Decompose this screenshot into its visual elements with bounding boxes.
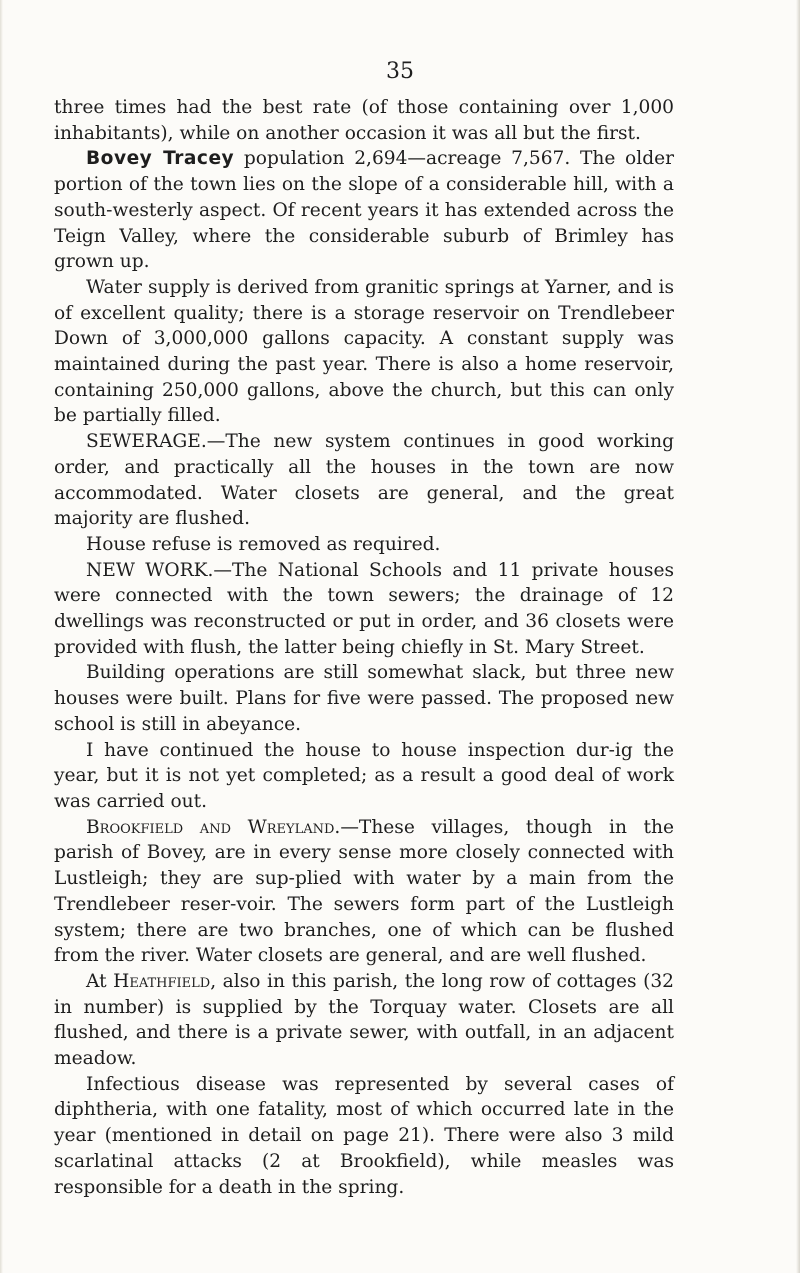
paragraph-inspection: I have continued the house to house inspection dur-ig the year, but it is not yet completed; as a result a good deal of work was carried out.: [54, 739, 674, 812]
page-left-edge: [0, 0, 3, 1273]
paragraph-brookfield-body: —These villages, though in the parish of Bovey, are in every sense more closely connected with Lustleigh; they are sup-plied with water by a main from the Trendlebeer reser-voir. The sewers form part of the Lustleigh system; there are two branches, one of which can be flushed from the river. Water closets are general, and are well flushed.: [54, 816, 675, 967]
paragraph-house-refuse: House refuse is removed as required.: [86, 533, 441, 555]
paragraph-heathfield-pre: At: [86, 970, 114, 992]
paragraph-heathfield: [54, 969, 674, 1072]
paragraph-heathfield-body: also in this parish, the long row of cottages (32 in number) is supplied by the Torquay water. Closets are all flushed, and there is a private sewer, with outfall, in an adjacent meadow.: [54, 970, 675, 1070]
paragraph-building: Building operations are still somewhat slack, but three new houses were built. Plans for five were passed. The proposed new school is still in abeyance.: [54, 662, 674, 735]
body-text: [54, 95, 674, 1200]
heading-bovey-tracey: Bovey Tracey: [86, 148, 235, 170]
paragraph-brookfield: [54, 815, 674, 969]
paragraph-continuation: three times had the best rate (of those containing over 1,000 inhabitants), while on another occasion it was all but the first.: [54, 97, 674, 144]
paragraph-sewerage: SEWERAGE.—The new system continues in good working order, and practically all the houses in the town are now accommodated. Water closets are general, and the great majority are flushed.: [54, 431, 674, 530]
heading-brookfield-wreyland: Brookfield and Wreyland.: [86, 816, 341, 838]
page-number: 35: [386, 59, 414, 84]
heading-heathfield: Heathfield,: [113, 970, 217, 992]
paragraph-bovey-body: population 2,694—acreage 7,567. The older portion of the town lies on the slope of a considerable hill, with a south-westerly aspect. Of recent years it has extended across the Teign Valley, where the considerable suburb of Brimley has grown up.: [54, 148, 674, 273]
paragraph-water-supply: Water supply is derived from granitic springs at Yarner, and is of excellent quality; there is a storage reservoir on Trendlebeer Down of 3,000,000 gallons capacity. A constant supply was maintained during the past year. There is also a home reservoir, containing 250,000 gallons, above the church, but this can only be partially filled.: [54, 276, 674, 427]
paragraph-bovey-tracey: [54, 146, 674, 275]
paragraph-infectious-disease: Infectious disease was represented by several cases of diphtheria, with one fatality, most of which occurred late in the year (mentioned in detail on page 21). There were also 3 mild scarlatinal attacks (2 at Brookfield), while measles was responsible for a death in the spring.: [54, 1073, 674, 1198]
page-right-edge: [796, 0, 800, 1273]
paragraph-new-work: NEW WORK.—The National Schools and 11 private houses were connected with the town sewers; the drainage of 12 dwellings was reconstructed or put in order, and 36 closets were provided with flush, the latter being chiefly in St. Mary Street.: [54, 559, 674, 658]
